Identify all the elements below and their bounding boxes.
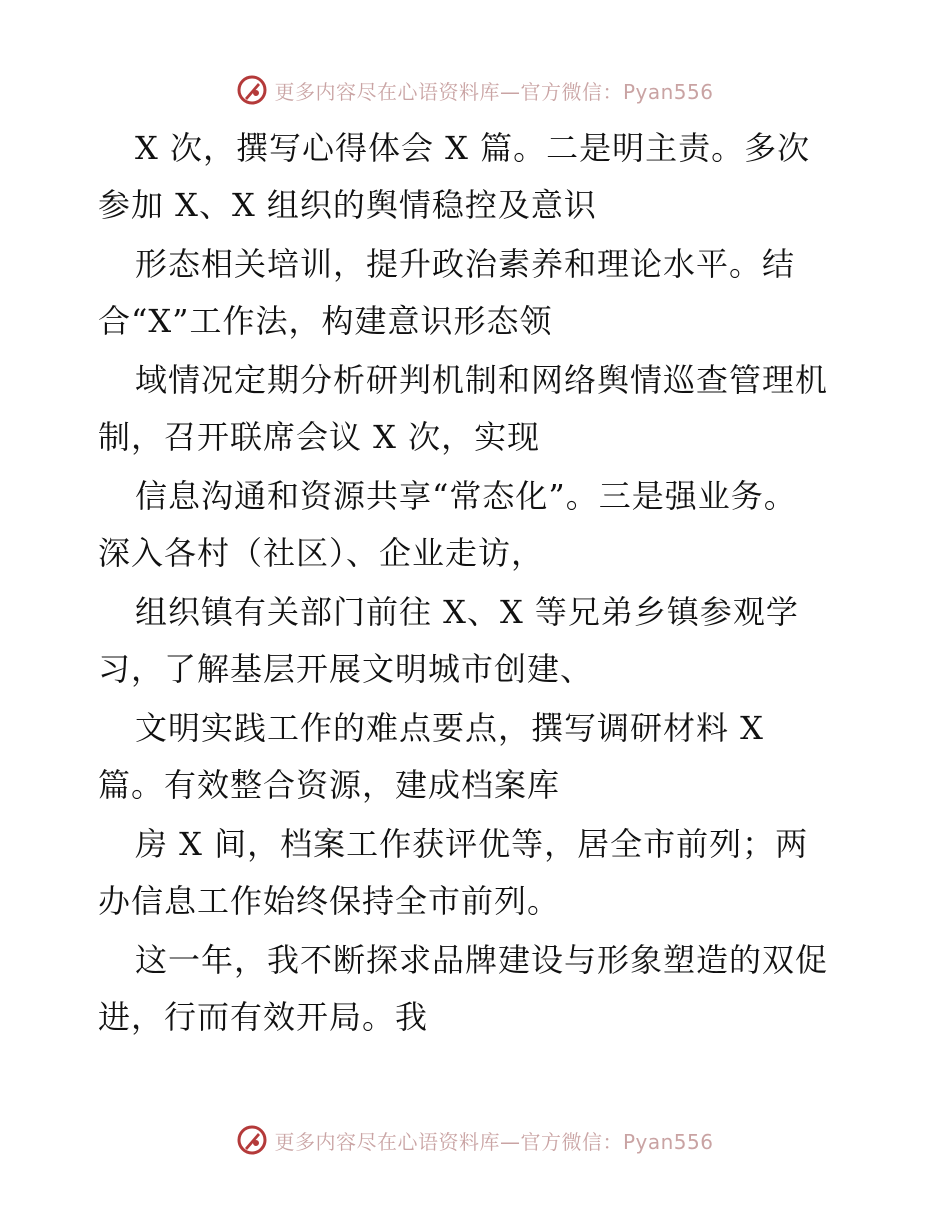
watermark-text: 更多内容尽在心语资料库—官方微信：Pyan556 xyxy=(274,1129,714,1154)
text-line: 进，行而有效开局。我 xyxy=(98,998,429,1036)
footer-watermark xyxy=(0,1120,950,1160)
quill-logo-icon xyxy=(236,1124,268,1156)
text-line: 办信息工作始终保持全市前列。 xyxy=(98,882,561,920)
text-line: 合“X”工作法，构建意识形态领 xyxy=(98,302,553,340)
text-line: 习，了解基层开展文明城市创建、 xyxy=(98,650,594,688)
text-line: 参加 X、X 组织的舆情稳控及意识 xyxy=(98,186,597,224)
header-watermark xyxy=(0,70,950,110)
quill-logo-icon xyxy=(236,74,268,106)
text-line: 文明实践工作的难点要点，撰写调研材料 X xyxy=(135,709,764,747)
text-line: 组织镇有关部门前往 X、X 等兄弟乡镇参观学 xyxy=(135,593,799,631)
text-line: 篇。有效整合资源，建成档案库 xyxy=(98,766,561,804)
text-line: 形态相关培训，提升政治素养和理论水平。结 xyxy=(135,245,796,283)
text-line: X 次，撰写心得体会 X 篇。二是明主责。多次 xyxy=(135,129,811,167)
text-line: 信息沟通和资源共享“常态化”。三是强业务。 xyxy=(135,477,797,515)
text-line: 域情况定期分析研判机制和网络舆情巡查管理机 xyxy=(135,361,829,399)
watermark-text: 更多内容尽在心语资料库—官方微信：Pyan556 xyxy=(274,79,714,104)
text-line: 这一年，我不断探求品牌建设与形象塑造的双促 xyxy=(135,941,829,979)
text-line: 深入各村（社区）、企业走访， xyxy=(98,534,545,572)
text-line: 制，召开联席会议 X 次，实现 xyxy=(98,418,541,456)
text-line: 房 X 间，档案工作获评优等，居全市前列；两 xyxy=(135,825,809,863)
